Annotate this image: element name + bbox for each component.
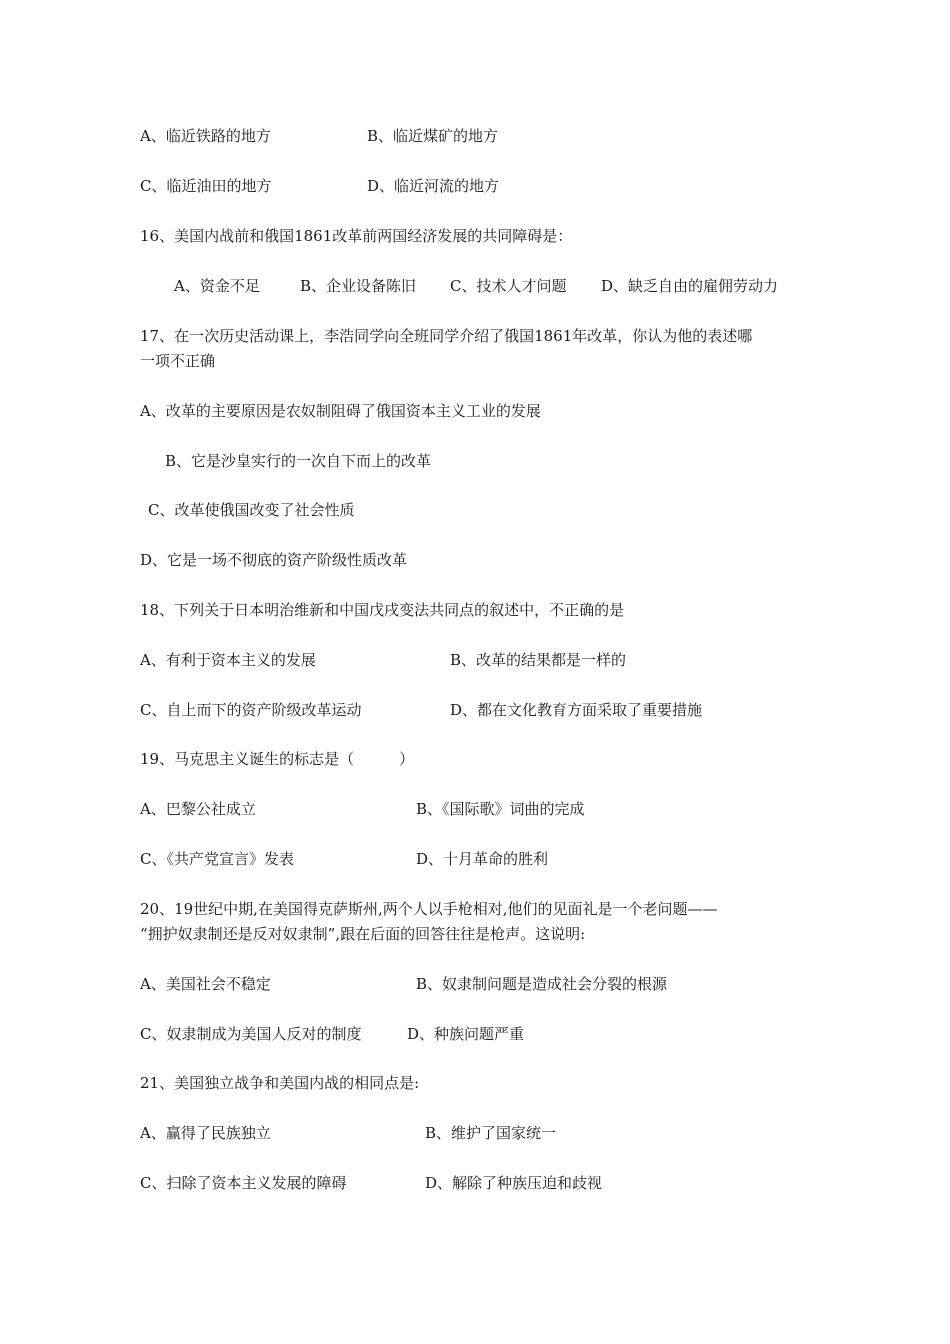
- q17-option-c: C、改革使俄国改变了社会性质: [148, 501, 355, 519]
- q16-question: 16、美国内战前和俄国1861改革前两国经济发展的共同障碍是：: [140, 227, 573, 245]
- q18-question: 18、下列关于日本明治维新和中国戊戌变法共同点的叙述中，不正确的是: [140, 601, 625, 619]
- q17-option-d: D、它是一场不彻底的资产阶级性质改革: [140, 551, 408, 569]
- q21-option-c: C、扫除了资本主义发展的障碍: [140, 1174, 347, 1192]
- q17-question-line1: 17、在一次历史活动课上，李浩同学向全班同学介绍了俄国1861年改革，你认为他的表述哪: [140, 327, 753, 345]
- q15-option-b: B、临近煤矿的地方: [367, 127, 499, 145]
- q19-question: 19、马克思主义诞生的标志是（ ）: [140, 750, 415, 768]
- q20-option-b: B、奴隶制问题是造成社会分裂的根源: [416, 975, 668, 993]
- q21-question: 21、美国独立战争和美国内战的相同点是:: [140, 1074, 420, 1092]
- q18-option-d: D、都在文化教育方面采取了重要措施: [450, 701, 703, 719]
- q20-question-line1: 20、19世纪中期,在美国得克萨斯州,两个人以手枪相对,他们的见面礼是一个老问题——: [140, 900, 718, 918]
- q20-option-c: C、奴隶制成为美国人反对的制度: [140, 1025, 362, 1043]
- q20-option-d: D、种族问题严重: [407, 1025, 525, 1043]
- q21-option-a: A、赢得了民族独立: [140, 1124, 271, 1142]
- q15-option-d: D、临近河流的地方: [367, 177, 500, 195]
- q17-option-b: B、它是沙皇实行的一次自下而上的改革: [165, 452, 432, 470]
- q21-option-b: B、维护了国家统一: [425, 1124, 557, 1142]
- q17-question-line2: 一项不正确: [140, 352, 216, 370]
- q21-option-d: D、解除了种族压迫和歧视: [425, 1174, 603, 1192]
- q19-option-c: C、《共产党宣言》发表: [140, 850, 294, 868]
- q19-option-d: D、十月革命的胜利: [416, 850, 549, 868]
- q15-option-a: A、临近铁路的地方: [140, 127, 271, 145]
- q16-option-b: B、企业设备陈旧: [300, 277, 417, 295]
- q20-option-a: A、美国社会不稳定: [140, 975, 271, 993]
- q16-option-a: A、资金不足: [174, 277, 260, 295]
- q16-option-d: D、缺乏自由的雇佣劳动力: [601, 277, 779, 295]
- q17-option-a: A、改革的主要原因是农奴制阻碍了俄国资本主义工业的发展: [140, 402, 541, 420]
- q19-option-a: A、巴黎公社成立: [140, 800, 256, 818]
- q20-question-line2: “拥护奴隶制还是反对奴隶制”,跟在后面的回答往往是枪声。这说明:: [140, 925, 586, 943]
- q18-option-b: B、改革的结果都是一样的: [450, 651, 627, 669]
- q19-option-b: B、《国际歌》词曲的完成: [416, 800, 585, 818]
- q15-option-c: C、临近油田的地方: [140, 177, 272, 195]
- q18-option-a: A、有利于资本主义的发展: [140, 651, 316, 669]
- q16-option-c: C、技术人才问题: [450, 277, 567, 295]
- q18-option-c: C、自上而下的资产阶级改革运动: [140, 701, 362, 719]
